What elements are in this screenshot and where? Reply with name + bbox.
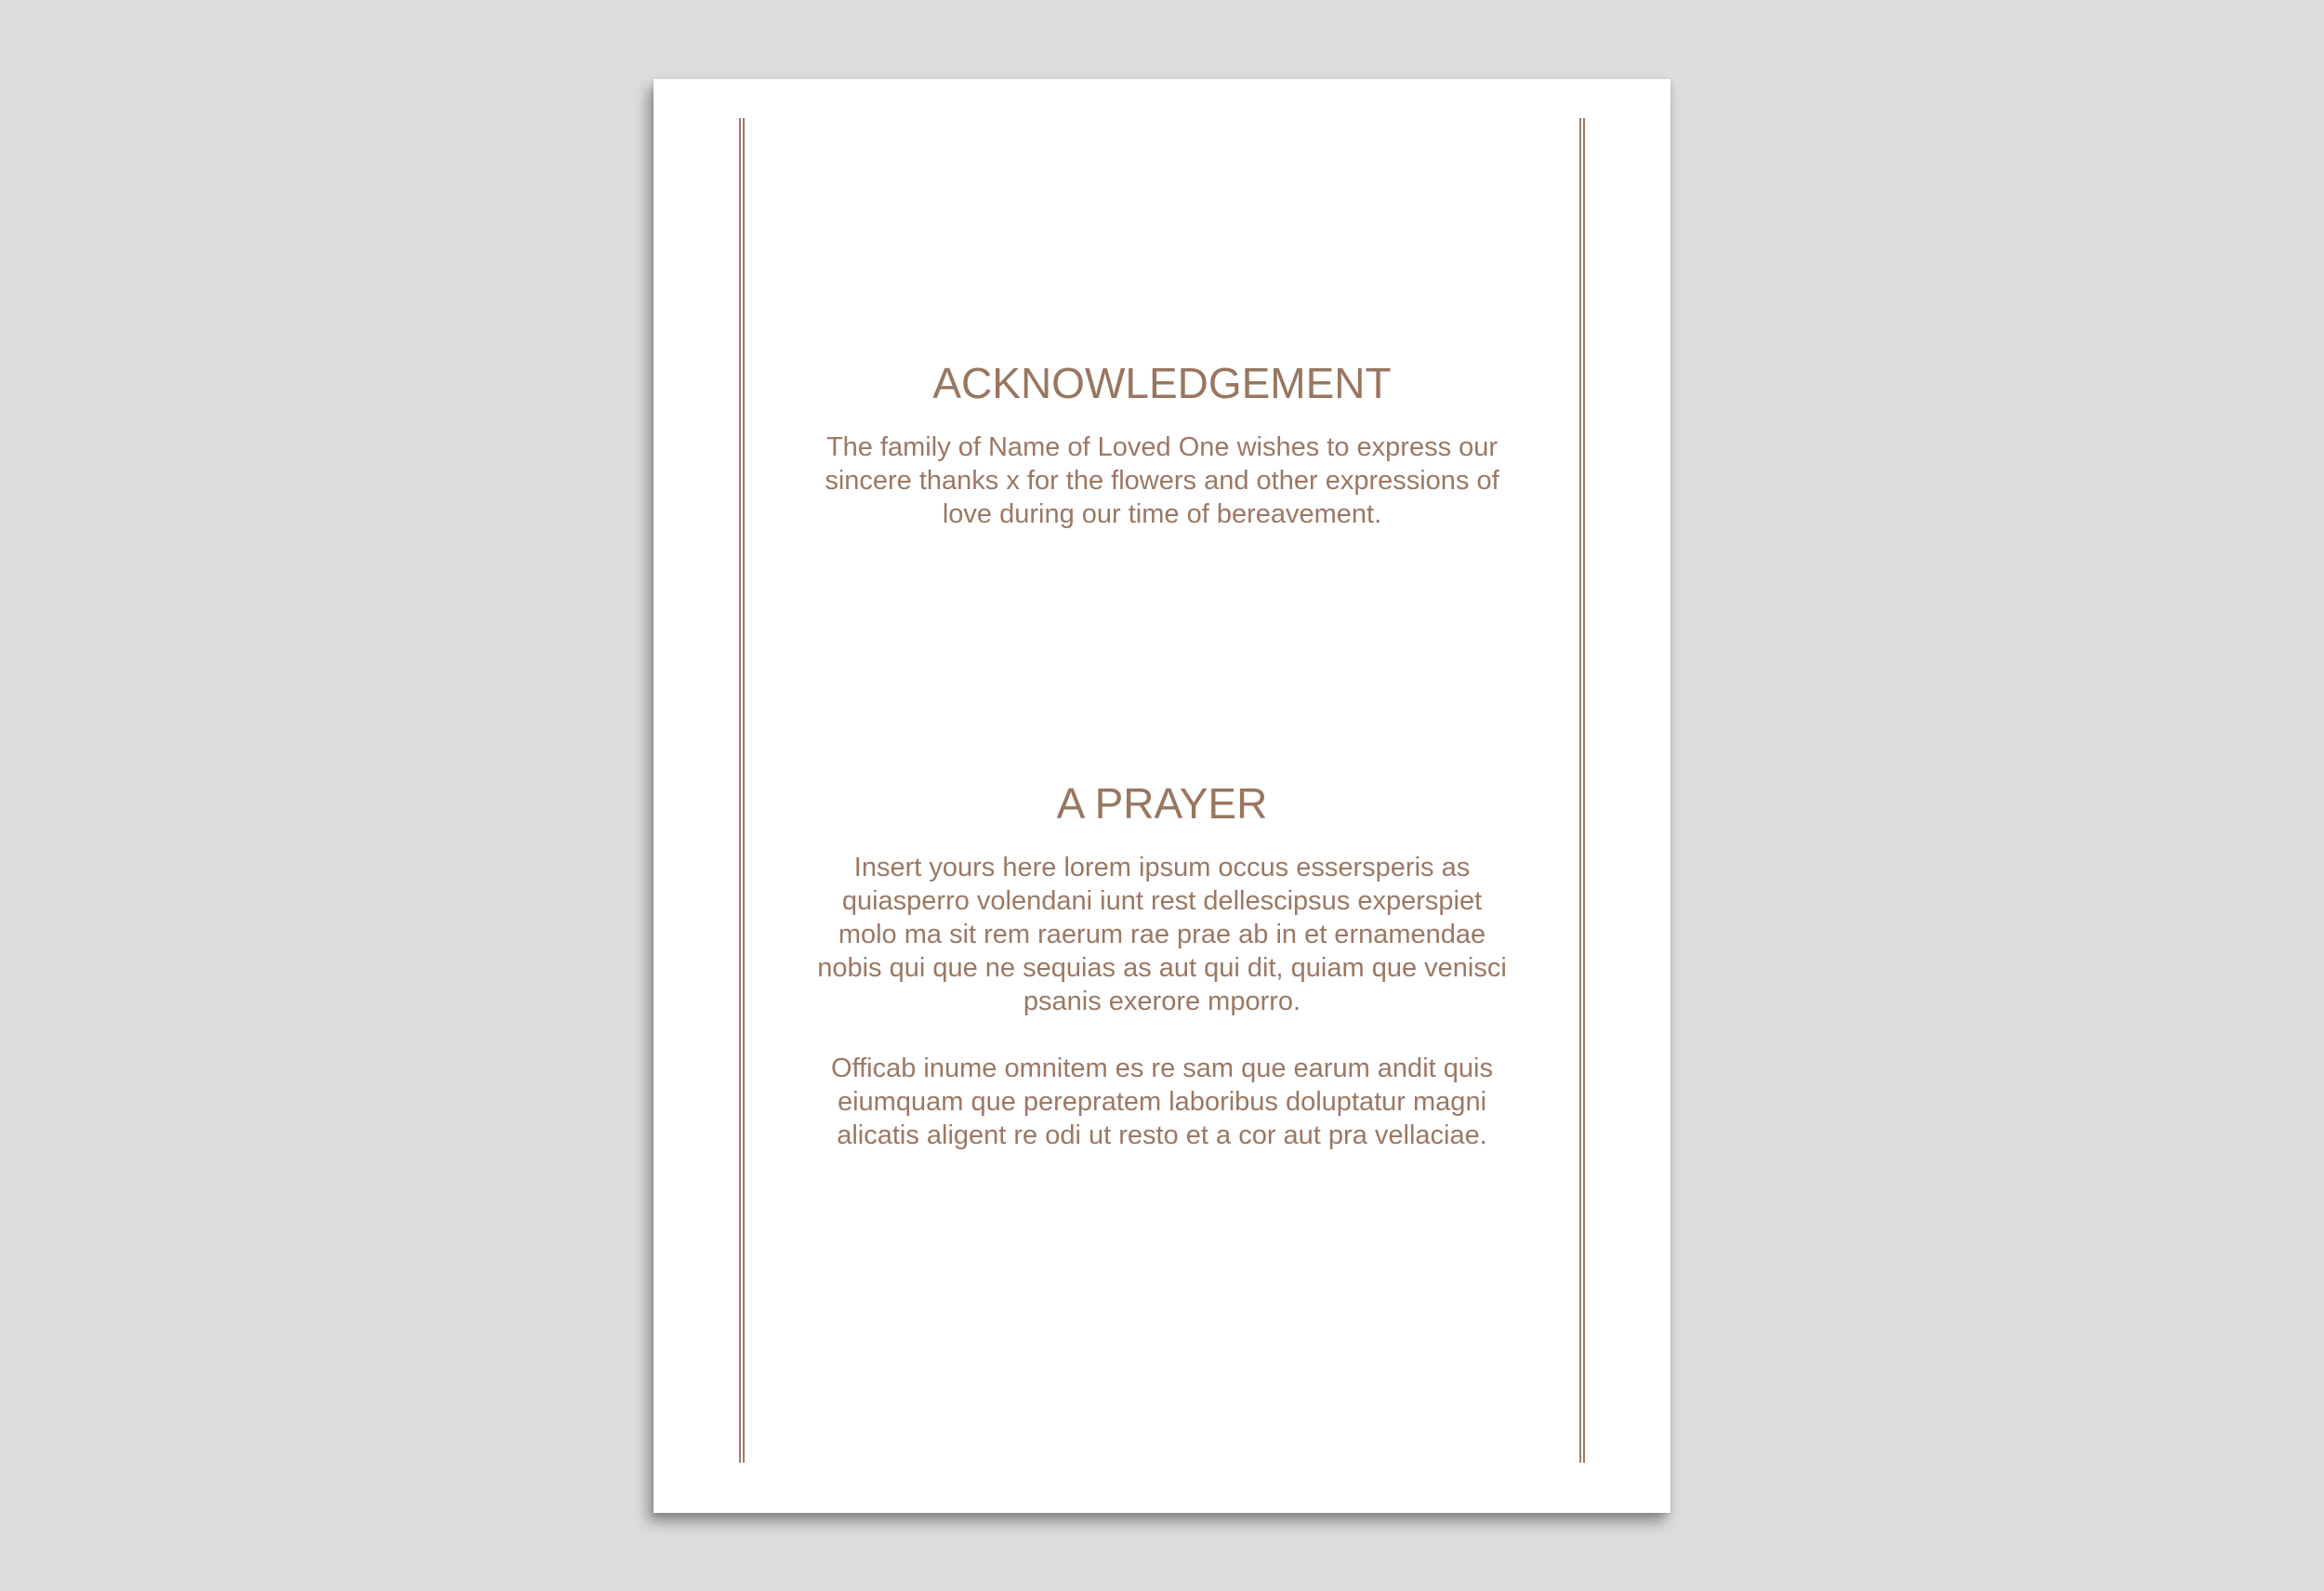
prayer-paragraph-2 [795,1052,1529,1152]
prayer-line: psanis exerore mporro. [1023,987,1301,1016]
prayer-line: alicatis aligent re odi ut resto et a cor aut pra vellaciae. [837,1120,1487,1150]
prayer-title: A PRAYER [1056,779,1268,828]
prayer-line: eiumquam que perepratem laboribus doluptatur magni [837,1087,1487,1117]
acknowledgement-title: ACKNOWLEDGEMENT [932,359,1392,407]
prayer-line: Officab inume omnitem es re sam que earum andit quis [831,1054,1493,1083]
prayer-line: molo ma sit rem raerum rae prae ab in et ernamendae [838,920,1486,949]
document-page [654,79,1670,1513]
prayer-line: Insert yours here lorem ipsum occus essersperis as [853,853,1471,882]
acknowledgement-line: The family of Name of Loved One wishes to express our [825,432,1499,462]
prayer-section [654,778,1670,1152]
acknowledgement-section [654,358,1670,531]
prayer-line: nobis qui que ne sequias as aut qui dit, quiam que venisci [817,953,1507,983]
acknowledgement-line: love during our time of bereavement. [942,499,1382,529]
prayer-line: quiasperro volendani iunt rest dellescipsus experspiet [841,886,1483,916]
acknowledgement-line: sincere thanks x for the flowers and other expressions of [825,466,1499,496]
prayer-paragraph-1 [795,851,1529,1018]
acknowledgement-text [799,431,1525,531]
